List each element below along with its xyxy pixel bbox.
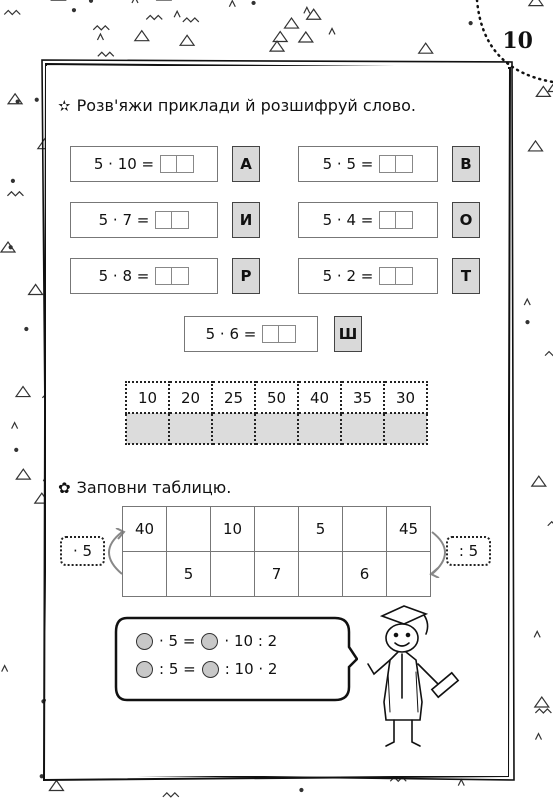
- blank-circle[interactable]: [202, 661, 219, 678]
- decoded-letter-cell[interactable]: [298, 413, 341, 444]
- cipher-letter: В: [452, 146, 480, 182]
- task2-heading: [58, 478, 231, 497]
- equation-box: [70, 202, 218, 238]
- operation-left: · 5: [60, 536, 105, 566]
- table-cell[interactable]: 5: [167, 552, 211, 597]
- table-cell[interactable]: 6: [343, 552, 387, 597]
- equation-expression: 5 · 5 =: [322, 155, 374, 173]
- decoded-letter-cell[interactable]: [169, 413, 212, 444]
- code-number: 10: [126, 382, 169, 413]
- answer-field[interactable]: [155, 267, 189, 285]
- code-number: 25: [212, 382, 255, 413]
- cipher-letter: И: [232, 202, 260, 238]
- code-number: 20: [169, 382, 212, 413]
- answer-field[interactable]: [379, 155, 413, 173]
- cipher-letter: Ш: [334, 316, 362, 352]
- bubble-row-1: [136, 632, 277, 650]
- page-number: 10: [502, 28, 533, 54]
- answer-field[interactable]: [379, 267, 413, 285]
- table-cell[interactable]: [123, 552, 167, 597]
- bubble-text: · 5 =: [159, 632, 196, 650]
- blank-circle[interactable]: [136, 633, 153, 650]
- speech-bubble: [113, 615, 358, 703]
- equation-box: [298, 258, 438, 294]
- blank-circle[interactable]: [201, 633, 218, 650]
- code-number: 40: [298, 382, 341, 413]
- task2-title: Заповни таблицю.: [76, 478, 232, 497]
- equation-box: [184, 316, 318, 352]
- task1-title: Розв'яжи приклади й розшифруй слово.: [76, 96, 417, 115]
- table-cell[interactable]: 5: [299, 507, 343, 552]
- table-cell[interactable]: [299, 552, 343, 597]
- bubble-text: · 10 : 2: [224, 632, 278, 650]
- cipher-letter: А: [232, 146, 260, 182]
- equation-expression: 5 · 2 =: [322, 267, 374, 285]
- equation-box: [298, 202, 438, 238]
- table-cell[interactable]: [211, 552, 255, 597]
- operation-right: : 5: [446, 536, 491, 566]
- equation-expression: 5 · 4 =: [322, 211, 374, 229]
- equation-box: [70, 258, 218, 294]
- answer-field[interactable]: [155, 211, 189, 229]
- code-number: 35: [341, 382, 384, 413]
- task1-heading: [58, 96, 416, 115]
- code-number: 50: [255, 382, 298, 413]
- cipher-letter: Т: [452, 258, 480, 294]
- equation-expression: 5 · 7 =: [98, 211, 150, 229]
- flower-icon: ✿: [58, 478, 71, 497]
- table-cell[interactable]: [167, 507, 211, 552]
- decoded-letter-cell[interactable]: [384, 413, 427, 444]
- decoded-letter-cell[interactable]: [341, 413, 384, 444]
- equation-box: [298, 146, 438, 182]
- answer-field[interactable]: [262, 325, 296, 343]
- answer-field[interactable]: [379, 211, 413, 229]
- table-cell[interactable]: 45: [387, 507, 431, 552]
- graduate-character-illustration: [360, 602, 470, 752]
- bubble-row-2: [136, 660, 277, 678]
- table-cell[interactable]: [255, 507, 299, 552]
- cipher-letter: О: [452, 202, 480, 238]
- fill-table: [122, 506, 431, 597]
- code-number: 30: [384, 382, 427, 413]
- answer-field[interactable]: [160, 155, 194, 173]
- cipher-letter: Р: [232, 258, 260, 294]
- decoded-letter-cell[interactable]: [255, 413, 298, 444]
- table-cell[interactable]: [343, 507, 387, 552]
- decoded-letter-cell[interactable]: [212, 413, 255, 444]
- table-cell[interactable]: 10: [211, 507, 255, 552]
- decoded-letter-cell[interactable]: [126, 413, 169, 444]
- equation-box: [70, 146, 218, 182]
- blank-circle[interactable]: [136, 661, 153, 678]
- bubble-text: : 10 · 2: [224, 660, 278, 678]
- star-icon: ✫: [58, 96, 71, 115]
- bubble-text: : 5 =: [159, 660, 196, 678]
- table-cell[interactable]: [387, 552, 431, 597]
- equation-expression: 5 · 8 =: [98, 267, 150, 285]
- equation-expression: 5 · 10 =: [93, 155, 155, 173]
- table-cell[interactable]: 40: [123, 507, 167, 552]
- equation-expression: 5 · 6 =: [205, 325, 257, 343]
- table-cell[interactable]: 7: [255, 552, 299, 597]
- decode-table: [125, 381, 428, 445]
